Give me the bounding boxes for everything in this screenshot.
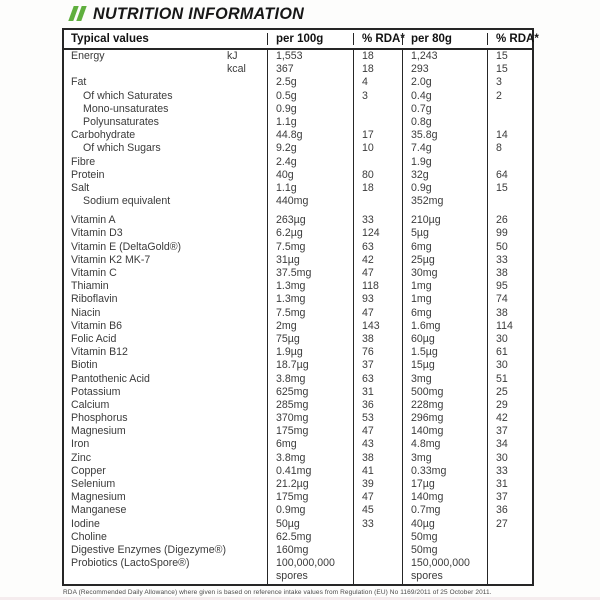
rda-per-100g: 63: [353, 373, 402, 386]
rda-per-80g: 30: [487, 333, 532, 346]
value-per-100g: 175mg: [267, 425, 353, 438]
rda-per-80g: 33: [487, 465, 532, 478]
value-per-80g: 6mg: [402, 241, 487, 254]
rda-per-100g: 31: [353, 386, 402, 399]
table-row: [64, 359, 532, 372]
table-row: [64, 227, 532, 240]
rda-per-100g: 63: [353, 241, 402, 254]
rda-per-100g: 47: [353, 425, 402, 438]
nutrient-name: [64, 63, 267, 76]
rda-per-80g: 15: [487, 63, 532, 76]
value-per-80g: 50mg: [402, 531, 487, 544]
nutrient-name: Choline: [71, 530, 107, 543]
table-row: [64, 241, 532, 254]
double-slash-icon: [71, 6, 84, 21]
value-per-80g: 296mg: [402, 412, 487, 425]
table-row: [64, 399, 532, 412]
value-per-100g: 2mg: [267, 320, 353, 333]
table-header-row: [64, 30, 539, 50]
value-per-100g: 0.41mg: [267, 465, 353, 478]
nutrient-name: Probiotics (LactoSpore®): [71, 557, 190, 570]
value-per-80g: 40µg: [402, 518, 487, 531]
nutrient-name: Vitamin D3: [71, 227, 123, 240]
value-per-80g: 1.9g: [402, 156, 487, 169]
nutrient-name: Of which Sugars: [83, 142, 161, 155]
value-per-100g: 18.7µg: [267, 359, 353, 372]
value-per-100g: 3.8mg: [267, 373, 353, 386]
nutrient-name: Vitamin C: [71, 267, 117, 279]
value-per-100g: 75µg: [267, 333, 353, 346]
table-row: [64, 557, 532, 570]
value-per-100g: 1.1g: [267, 182, 353, 195]
rda-per-100g: 18: [353, 50, 402, 63]
value-per-100g: 44.8g: [267, 129, 353, 142]
value-per-80g: 32g: [402, 169, 487, 182]
rda-per-100g: 43: [353, 438, 402, 451]
nutrient-name: Manganese: [71, 504, 127, 517]
value-per-80g: 0.9g: [402, 182, 487, 195]
rda-per-80g: 14: [487, 129, 532, 142]
table-row: [64, 103, 532, 116]
value-per-100g: 7.5mg: [267, 241, 353, 254]
nutrient-name: Mono-unsaturates: [83, 102, 169, 115]
rda-per-80g: 33: [487, 254, 532, 267]
table-row: [64, 156, 532, 169]
rda-per-80g: 2: [487, 90, 532, 103]
table-row: [64, 50, 532, 63]
rda-per-80g: 15: [487, 50, 532, 63]
table-row: [64, 169, 532, 182]
value-per-80g: 1.6mg: [402, 320, 487, 333]
nutrient-name: Vitamin K2 MK-7: [71, 253, 151, 266]
table-row: [64, 293, 532, 306]
rda-per-80g: [487, 195, 532, 208]
rda-per-100g: 42: [353, 254, 402, 267]
value-per-100g: 0.9g: [267, 103, 353, 116]
rda-per-100g: [353, 195, 402, 208]
nutrient-name: Vitamin B6: [71, 319, 123, 332]
nutrient-name: Calcium: [71, 398, 110, 411]
value-per-80g: 3mg: [402, 452, 487, 465]
rda-per-100g: 3: [353, 90, 402, 103]
value-per-80g: 35.8g: [402, 129, 487, 142]
rda-per-80g: 74: [487, 293, 532, 306]
value-per-80g: 0.8g: [402, 116, 487, 129]
rda-per-100g: 38: [353, 333, 402, 346]
header-typical-values: Typical values: [71, 33, 149, 45]
table-row: [64, 280, 532, 293]
rda-per-80g: 34: [487, 438, 532, 451]
table-row: [64, 267, 532, 280]
rda-per-100g: 4: [353, 76, 402, 89]
nutrient-name: Magnesium: [71, 491, 126, 504]
nutrient-name: Carbohydrate: [71, 129, 136, 142]
energy-unit: kJ: [227, 50, 238, 62]
value-per-80g: 1.5µg: [402, 346, 487, 359]
nutrient-name: Digestive Enzymes (Digezyme®): [71, 543, 226, 556]
rda-per-100g: 93: [353, 293, 402, 306]
value-per-80g: 0.7mg: [402, 504, 487, 517]
rda-per-100g: [353, 531, 402, 544]
table-row: [64, 425, 532, 438]
value-per-100g: 0.5g: [267, 90, 353, 103]
rda-per-100g: 47: [353, 491, 402, 504]
rda-per-100g: 39: [353, 478, 402, 491]
rda-per-80g: 25: [487, 386, 532, 399]
table-row: [64, 214, 532, 227]
value-per-80g: 210µg: [402, 214, 487, 227]
rda-per-80g: 15: [487, 182, 532, 195]
nutrient-name: Phosphorus: [71, 412, 128, 425]
value-per-100g: spores: [267, 570, 353, 583]
rda-per-80g: 95: [487, 280, 532, 293]
rda-per-80g: 38: [487, 307, 532, 320]
nutrition-table: [62, 28, 539, 586]
table-row: [64, 76, 532, 89]
table-row: [64, 570, 532, 583]
rda-per-100g: 124: [353, 227, 402, 240]
value-per-100g: 62.5mg: [267, 531, 353, 544]
value-per-80g: 1,243: [402, 50, 487, 63]
value-per-80g: 50mg: [402, 544, 487, 557]
value-per-100g: 1.9µg: [267, 346, 353, 359]
value-per-100g: 2.5g: [267, 76, 353, 89]
table-row: [64, 182, 532, 195]
rda-per-100g: 38: [353, 452, 402, 465]
value-per-100g: 7.5mg: [267, 307, 353, 320]
nutrient-name: Magnesium: [71, 425, 126, 438]
rda-per-100g: 33: [353, 518, 402, 531]
value-per-100g: 50µg: [267, 518, 353, 531]
rda-per-80g: 26: [487, 214, 532, 227]
value-per-100g: 21.2µg: [267, 478, 353, 491]
nutrient-name: Pantothenic Acid: [71, 372, 150, 385]
value-per-100g: 3.8mg: [267, 452, 353, 465]
rda-per-80g: 114: [487, 320, 532, 333]
value-per-100g: 37.5mg: [267, 267, 353, 280]
nutrient-name: Potassium: [71, 385, 121, 398]
nutrient-name: Of which Saturates: [83, 89, 173, 102]
value-per-100g: 2.4g: [267, 156, 353, 169]
rda-footnote: RDA (Recommended Daily Allowance) where given is based on reference intake values from Regulation (EU) No 1169/2011 of 25 October 2011.: [63, 589, 492, 596]
rda-per-100g: 18: [353, 182, 402, 195]
value-per-80g: 4.8mg: [402, 438, 487, 451]
value-per-80g: 0.4g: [402, 90, 487, 103]
table-row: [64, 320, 532, 333]
nutrient-name: [64, 570, 267, 583]
value-per-80g: spores: [402, 570, 487, 583]
value-per-100g: 175mg: [267, 491, 353, 504]
rda-per-100g: 41: [353, 465, 402, 478]
rda-per-100g: [353, 156, 402, 169]
table-row: [64, 452, 532, 465]
rda-per-100g: 47: [353, 267, 402, 280]
rda-per-100g: 118: [353, 280, 402, 293]
rda-per-100g: [353, 103, 402, 116]
nutrient-name: Energy kJ: [71, 50, 238, 62]
value-per-100g: 40g: [267, 169, 353, 182]
value-per-100g: 9.2g: [267, 142, 353, 155]
nutrient-name: Vitamin B12: [71, 346, 128, 359]
value-per-80g: 17µg: [402, 478, 487, 491]
rda-per-100g: [353, 544, 402, 557]
nutrient-name: Salt: [71, 181, 90, 194]
table-row: [64, 478, 532, 491]
table-row: [64, 129, 532, 142]
value-per-100g: 1.3mg: [267, 293, 353, 306]
nutrient-name: Vitamin E (DeltaGold®): [71, 240, 182, 253]
value-per-100g: 367: [267, 63, 353, 76]
value-per-100g: 160mg: [267, 544, 353, 557]
table-row: [64, 373, 532, 386]
value-per-80g: 1mg: [402, 280, 487, 293]
nutrient-name: Zinc: [71, 451, 92, 464]
rda-per-100g: 80: [353, 169, 402, 182]
rda-per-80g: 37: [487, 491, 532, 504]
rda-per-80g: 42: [487, 412, 532, 425]
nutrient-name: Folic Acid: [71, 332, 117, 345]
rda-per-80g: 61: [487, 346, 532, 359]
value-per-100g: 1,553: [267, 50, 353, 63]
value-per-80g: 0.33mg: [402, 465, 487, 478]
rda-per-100g: 18: [353, 63, 402, 76]
rda-per-80g: [487, 557, 532, 570]
value-per-80g: 1mg: [402, 293, 487, 306]
table-row: [64, 254, 532, 267]
table-row: [64, 544, 532, 557]
nutrient-name: Riboflavin: [71, 293, 118, 306]
rda-per-80g: 31: [487, 478, 532, 491]
value-per-80g: 500mg: [402, 386, 487, 399]
table-row: [64, 438, 532, 451]
rda-per-80g: 38: [487, 267, 532, 280]
rda-per-80g: 3: [487, 76, 532, 89]
nutrient-name: Iodine: [71, 517, 100, 530]
value-per-100g: 31µg: [267, 254, 353, 267]
value-per-80g: 140mg: [402, 425, 487, 438]
rda-per-100g: 143: [353, 320, 402, 333]
nutrient-name: Fibre: [71, 155, 96, 168]
value-per-100g: 1.3mg: [267, 280, 353, 293]
rda-per-100g: 53: [353, 412, 402, 425]
rda-per-80g: 29: [487, 399, 532, 412]
value-per-80g: 228mg: [402, 399, 487, 412]
table-row: [64, 63, 532, 76]
rda-per-80g: [487, 116, 532, 129]
table-row: [64, 531, 532, 544]
value-per-100g: 625mg: [267, 386, 353, 399]
nutrient-name: Copper: [71, 464, 106, 477]
rda-per-100g: [353, 116, 402, 129]
value-per-80g: 7.4g: [402, 142, 487, 155]
value-per-80g: 60µg: [402, 333, 487, 346]
rda-per-80g: 36: [487, 504, 532, 517]
rda-per-80g: 30: [487, 452, 532, 465]
rda-per-80g: [487, 156, 532, 169]
value-per-100g: 285mg: [267, 399, 353, 412]
rda-per-80g: 27: [487, 518, 532, 531]
rda-per-80g: [487, 544, 532, 557]
nutrient-name: Vitamin A: [71, 214, 116, 227]
table-row: [64, 142, 532, 155]
nutrient-name: Sodium equivalent: [83, 195, 171, 208]
table-row: [64, 518, 532, 531]
nutrient-name: Niacin: [71, 306, 101, 319]
header-rda-80g: % RDA*: [487, 33, 532, 45]
energy-unit: kcal: [227, 63, 246, 76]
nutrient-name: Protein: [71, 168, 105, 181]
rda-per-100g: 37: [353, 359, 402, 372]
value-per-80g: 293: [402, 63, 487, 76]
nutrient-name: Polyunsaturates: [83, 115, 159, 128]
rda-per-100g: 10: [353, 142, 402, 155]
rda-per-80g: [487, 103, 532, 116]
value-per-100g: 100,000,000: [267, 557, 353, 570]
table-row: [64, 412, 532, 425]
rda-per-100g: 45: [353, 504, 402, 517]
rda-per-80g: [487, 570, 532, 583]
rda-per-80g: 37: [487, 425, 532, 438]
value-per-100g: 6.2µg: [267, 227, 353, 240]
rda-per-100g: 76: [353, 346, 402, 359]
value-per-80g: 30mg: [402, 267, 487, 280]
rda-per-100g: [353, 557, 402, 570]
nutrient-name: Fat: [71, 76, 87, 89]
table-row: [64, 491, 532, 504]
value-per-80g: 150,000,000: [402, 557, 487, 570]
table-row: [64, 333, 532, 346]
rda-per-100g: [353, 570, 402, 583]
value-per-100g: 1.1g: [267, 116, 353, 129]
value-per-100g: 440mg: [267, 195, 353, 208]
table-row: [64, 504, 532, 517]
value-per-80g: 352mg: [402, 195, 487, 208]
rda-per-100g: 17: [353, 129, 402, 142]
rda-per-80g: 30: [487, 359, 532, 372]
value-per-80g: 2.0g: [402, 76, 487, 89]
table-row: [64, 116, 532, 129]
nutrient-name: Thiamin: [71, 280, 109, 293]
value-per-100g: 0.9mg: [267, 504, 353, 517]
table-row: [64, 465, 532, 478]
table-row: [64, 90, 532, 103]
table-row: [64, 195, 532, 208]
rda-per-80g: 8: [487, 142, 532, 155]
value-per-80g: 140mg: [402, 491, 487, 504]
nutrient-name: Biotin: [71, 359, 98, 372]
table-body: [64, 50, 532, 584]
value-per-80g: 6mg: [402, 307, 487, 320]
value-per-80g: 0.7g: [402, 103, 487, 116]
header-per-100g: per 100g: [267, 33, 353, 45]
page-title: [71, 3, 315, 24]
rda-per-100g: 47: [353, 307, 402, 320]
value-per-80g: 3mg: [402, 373, 487, 386]
table-row: [64, 346, 532, 359]
table-row: [64, 307, 532, 320]
rda-per-100g: 36: [353, 399, 402, 412]
header-rda-100g: % RDA*: [353, 33, 402, 45]
rda-per-80g: 51: [487, 373, 532, 386]
rda-per-80g: 99: [487, 227, 532, 240]
value-per-80g: 25µg: [402, 254, 487, 267]
rda-per-100g: 33: [353, 214, 402, 227]
header-per-80g: per 80g: [402, 33, 487, 45]
title-text: NUTRITION INFORMATION: [93, 3, 305, 23]
value-per-100g: 370mg: [267, 412, 353, 425]
rda-per-80g: 64: [487, 169, 532, 182]
value-per-80g: 5µg: [402, 227, 487, 240]
rda-per-80g: [487, 531, 532, 544]
value-per-100g: 263µg: [267, 214, 353, 227]
nutrient-name: Iron: [71, 438, 90, 451]
table-row: [64, 386, 532, 399]
rda-per-80g: 50: [487, 241, 532, 254]
value-per-100g: 6mg: [267, 438, 353, 451]
value-per-80g: 15µg: [402, 359, 487, 372]
nutrient-name: Selenium: [71, 478, 116, 490]
